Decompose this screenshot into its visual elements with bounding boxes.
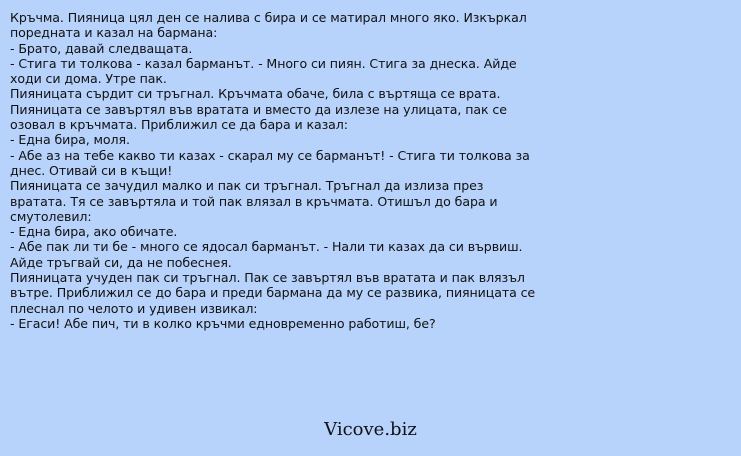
joke-line: днес. Отивай си в къщи! (10, 162, 173, 178)
joke-line: Пияницата се зачудил малко и пак си тръгнал. Тръгнал да излиза през (10, 178, 484, 194)
joke-line: - Една бира, ако обичате. (10, 224, 178, 240)
joke-line: вратата. Тя се завъртяла и той пак влязал в кръчмата. Отишъл до бара и (10, 193, 498, 209)
joke-line: - Стига ти толкова - казал барманът. - Много си пиян. Стига за днеска. Айде (10, 55, 517, 71)
joke-line: смутолевил: (10, 208, 92, 224)
joke-line: озовал в кръчмата. Приближил се да бара и казал: (10, 117, 348, 133)
site-brand-footer: Vicove.biz (324, 419, 417, 440)
joke-line: вътре. Приближил се до бара и преди бармана да му се развика, пияницата се (10, 285, 536, 301)
joke-line: Пияницата сърдит си тръгнал. Кръчмата обаче, била с въртяща се врата. (10, 86, 501, 102)
joke-line: - Егаси! Абе пич, ти в колко кръчми едновременно работиш, бе? (10, 315, 436, 331)
joke-line: Пияницата се завъртял във вратата и вместо да излезе на улицата, пак се (10, 101, 507, 117)
joke-text-block (10, 10, 732, 331)
joke-line: плеснал по челото и удивен извикал: (10, 300, 258, 316)
joke-line: ходи си дома. Утре пак. (10, 71, 167, 87)
joke-line: - Една бира, моля. (10, 132, 130, 148)
joke-line: - Абе пак ли ти бе - много се ядосал барманът. - Нали ти казах да си вървиш. (10, 239, 523, 255)
joke-line: - Абе аз на тебе какво ти казах - скарал му се барманът! - Стига ти толкова за (10, 147, 530, 163)
joke-line: - Брато, давай следващата. (10, 40, 193, 56)
joke-line: Пияницата учуден пак си тръгнал. Пак се завъртял във вратата и пак влязъл (10, 270, 525, 286)
joke-line: поредната и казал на бармана: (10, 25, 218, 41)
joke-line: Айде тръгвай си, да не побеснея. (10, 254, 232, 270)
joke-line: Кръчма. Пияница цял ден се налива с бира и се матирал много яко. Изкъркал (10, 10, 527, 25)
